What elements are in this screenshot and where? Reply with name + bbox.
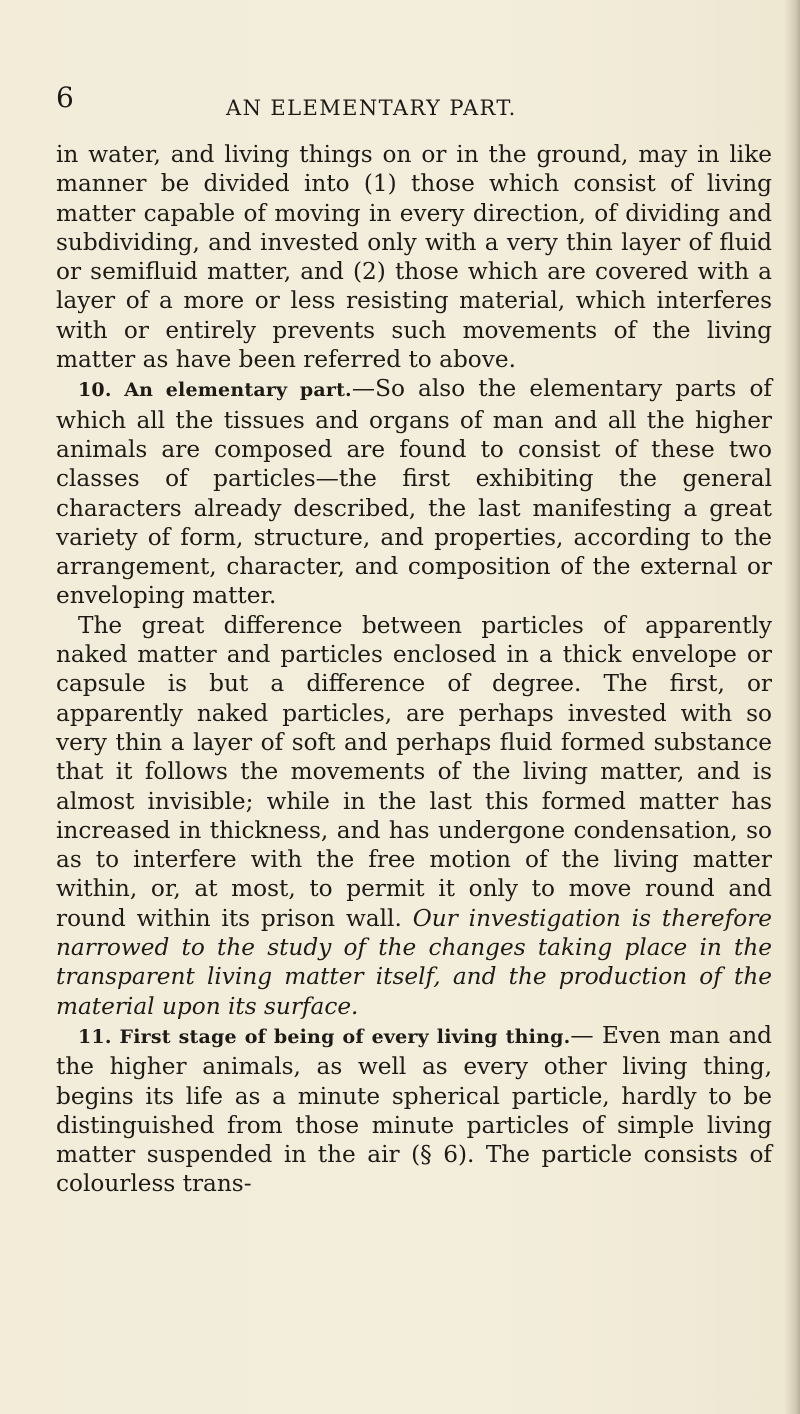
section-11-text: — Even man and the higher animals, as well as every other living thing, begins its life as a minute spherical particle, hardly to be distinguished from those minute particles of simple living matter suspended in the air (§ 6). The particle consists of colourless trans- (56, 1021, 773, 1198)
paragraph-continued: in water, and living things on or in the ground, may in like manner be divided into (1) those which consist of living matter capable of moving in every direction, of dividing and subdividing, and invested only with a very thin layer of fluid or semifluid matter, and (2) those which are covered with a layer of a more or less resisting material, which interferes with or entirely prevents such movements of the living matter as have been referred to above. (56, 141, 772, 374)
section-10 (56, 374, 772, 610)
section-10-heading: 10. An elementary part. (78, 379, 352, 402)
paragraph-difference-text: The great difference between particles of apparently naked matter and particles enclosed in a thick envelope or capsule is but a difference of degree. The first, or apparently naked particles, are perhaps invested with so very thin a layer of soft and perhaps fluid formed substance that it follows the movements of the living matter, and is almost invisible; while in the last this formed matter has increased in thickness, and has undergone condensation, so as to interfere with the free motion of the living matter within, or, at most, to permit it only to move round and round within its prison wall. (56, 611, 772, 932)
body-text (56, 140, 772, 1199)
section-10-text: —So also the elementary parts of which all the tissues and organs of man and all the higher animals are composed are found to consist of these two classes of particles—the first exhibiting the general characters already described, the last manifesting a great variety of form, structure, and properties, according to the arrangement, character, and composition of the external or enveloping matter. (56, 375, 772, 610)
page-edge-shadow (784, 0, 800, 1414)
running-title: AN ELEMENTARY PART. (226, 96, 517, 120)
paragraph-difference-italic: Our investigation is therefore narrowed to the study of the changes taking place in the transparent living matter itself, and the production of the material upon its surface. (56, 904, 773, 1020)
paragraph-difference (56, 611, 772, 1021)
section-11-heading: 11. First stage of being of every living thing. (78, 1025, 571, 1048)
section-11 (56, 1021, 772, 1199)
page-number: 6 (56, 81, 74, 114)
